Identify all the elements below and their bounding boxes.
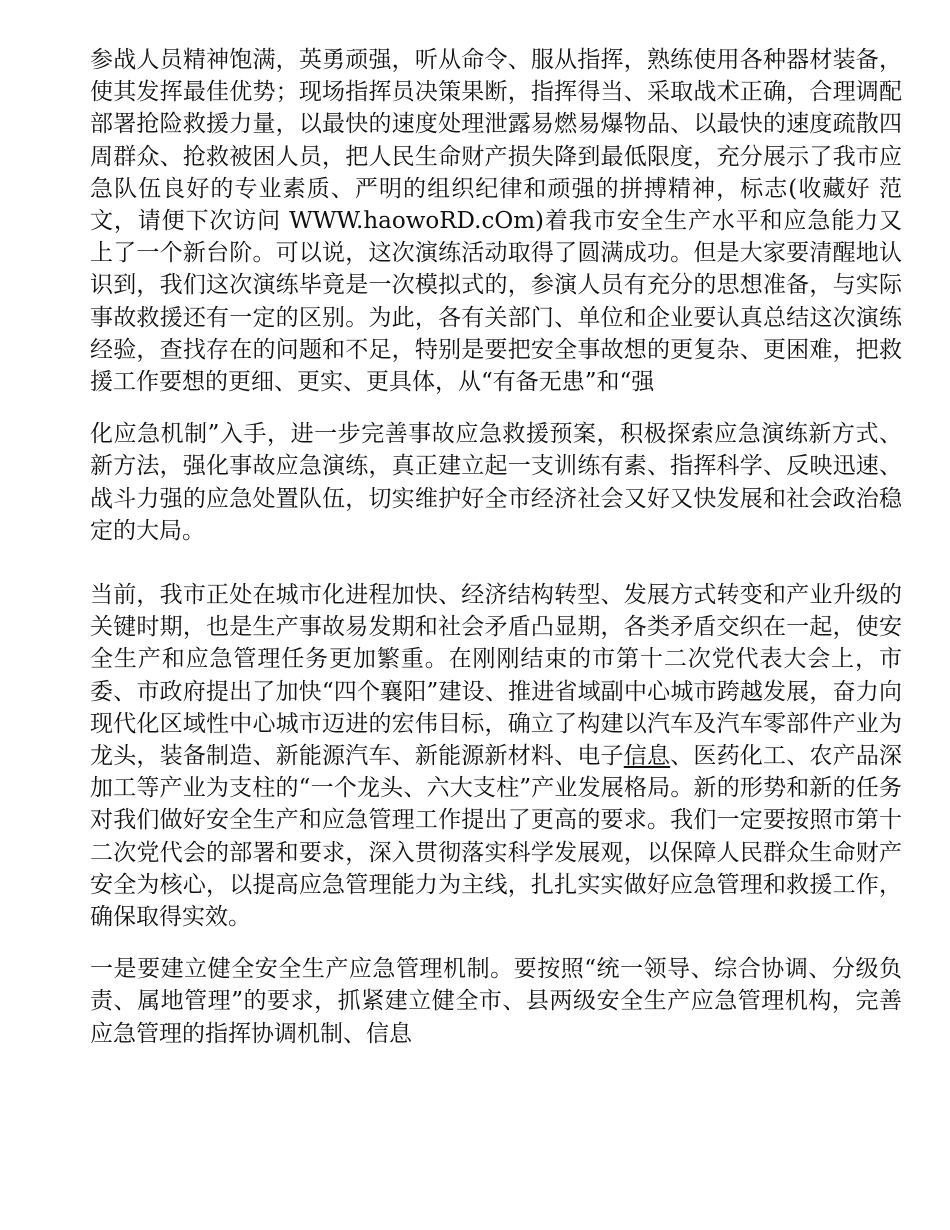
paragraph-text-part1: 当前，我市正处在城市化进程加快、经济结构转型、发展方式转变和产业升级的关键时期，也是生产事故易发期和社会矛盾凸显期，各类矛盾交织在一起，使安全生产和应急管理任务更加繁重。在刚刚结束的市第十二次党代表大会上，市委、市政府提出了加快“四个襄阳”建设、推进省域副中心城市跨越发展，奋力向现代化区域性中心城市迈进的宏伟目标，确立了构建以汽车及汽车零部件产业为龙头，装备制造、新能源汽车、新能源新材料、电子: [90, 582, 902, 770]
paragraph-first-point: 一是要建立健全安全生产应急管理机制。要按照“统一领导、综合协调、分级负责、属地管理”的要求，抓紧建立健全市、县两级安全生产应急管理机构，完善应急管理的指挥协调机制、信息: [90, 956, 902, 1047]
information-link[interactable]: 信息: [623, 743, 671, 770]
paragraph-current-situation: [90, 579, 902, 933]
paragraph-text-part2: 、医药化工、农产品深加工等产业为支柱的“一个龙头、六大支柱”产业发展格局。新的形势和新的任务对我们做好安全生产和应急管理工作提出了更高的要求。我们一定要按照市第十二次党代会的部署和要求，深入贯彻落实科学发展观，以保障人民群众生命财产安全为核心，以提高应急管理能力为主线，扎扎实实做好应急管理和救援工作，确保取得实效。: [90, 743, 903, 931]
document-page: [90, 44, 902, 1050]
paragraph-drill-summary: 参战人员精神饱满，英勇顽强，听从命令、服从指挥，熟练使用各种器材装备，使其发挥最佳优势；现场指挥员决策果断，指挥得当、采取战术正确，合理调配部署抢险救援力量，以最快的速度处理泄露易燃易爆物品、以最快的速度疏散四周群众、抢救被困人员，把人民生命财产损失降到最低限度，充分展示了我市应急队伍良好的专业素质、严明的组织纪律和顽强的拼搏精神，标志(收藏好 范 文，请便下次访问 WWW.haowoRD.cOm)着我市安全生产水平和应急能力又上了一个新台阶。可以说，这次演练活动取得了圆满成功。但是大家要清醒地认识到，我们这次演练毕竟是一次模拟式的，参演人员有充分的思想准备，与实际事故救援还有一定的区别。为此，各有关部门、单位和企业要认真总结这次演练经验，查找存在的问题和不足，特别是要把安全事故想的更复杂、更困难，把救援工作要想的更细、更实、更具体，从“有备无患”和“强: [90, 47, 902, 396]
paragraph-emergency-mechanism: 化应急机制”入手，进一步完善事故应急救援预案，积极探索应急演练新方式、新方法，强化事故应急演练，真正建立起一支训练有素、指挥科学、反映迅速、战斗力强的应急处置队伍，切实维护好全市经济社会又好又快发展和社会政治稳定的大局。: [90, 421, 902, 544]
